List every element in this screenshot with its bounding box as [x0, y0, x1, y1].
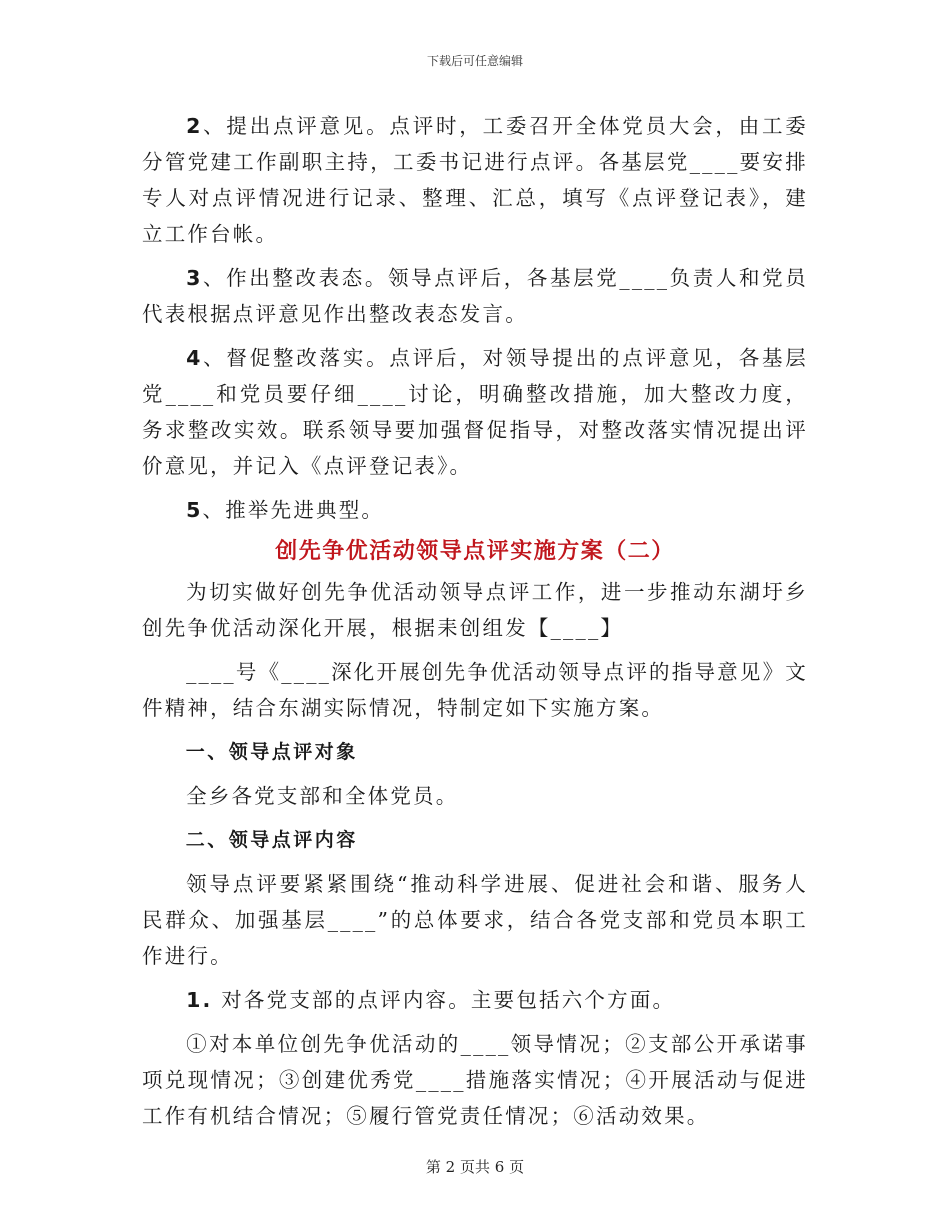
item-text: 、提出点评意见。点评时，工委召开全体党员大会，由工委分管党建工作副职主持，工委书记进行点评。各基层党____要安排专人对点评情况进行记录、整理、汇总，填写《点评登记表》，建立工作台帐。 — [142, 114, 808, 246]
intro-paragraph-2: ____号《____深化开展创先争优活动领导点评的指导意见》文件精神，结合东湖实际情况，特制定如下实施方案。 — [142, 660, 808, 720]
intro-paragraph-1: 为切实做好创先争优活动领导点评工作，进一步推动东湖圩乡创先争优活动深化开展，根据耒创组发【____】 — [142, 580, 808, 640]
section-heading-target: 一、领导点评对象 — [185, 741, 358, 763]
item-text: 、督促整改落实。点评后，对领导提出的点评意见，各基层党____和党员要仔细____讨论，明确整改措施，加大整改力度，务求整改实效。联系领导要加强督促指导，对整改落实情况提出评价意见，并记入《点评登记表》。 — [142, 346, 808, 478]
document-body — [142, 108, 808, 1142]
item-text: 、推举先进典型。 — [202, 498, 385, 522]
item-number: 4 — [186, 346, 203, 370]
item-4 — [142, 340, 808, 484]
item-text: 、作出整改表态。领导点评后，各基层党____负责人和党员代表根据点评意见作出整改表态发言。 — [142, 266, 808, 326]
page-header: 下载后可任意编辑 — [426, 54, 523, 68]
item-2 — [142, 108, 808, 252]
item-3 — [142, 260, 808, 332]
page-footer: 第 2 页共 6 页 — [425, 1158, 525, 1176]
section-title: 创先争优活动领导点评实施方案（二） — [275, 539, 675, 564]
aspects-list: ①对本单位创先争优活动的____领导情况；②支部公开承诺事项兑现情况；③创建优秀党____措施落实情况；④开展活动与促进工作有机结合情况；⑤履行管党责任情况；⑥活动效果。 — [142, 1032, 808, 1128]
sub-item-text: 对各党支部的点评内容。主要包括六个方面。 — [212, 988, 676, 1012]
item-5 — [142, 492, 808, 528]
section-heading-content: 二、领导点评内容 — [185, 829, 358, 851]
item-number: 2 — [186, 114, 203, 138]
sub-item-number: 1. — [186, 988, 213, 1012]
item-number: 3 — [186, 266, 203, 290]
section-body-target: 全乡各党支部和全体党员。 — [186, 784, 459, 808]
section-body-content: 领导点评要紧紧围绕“推动科学进展、促进社会和谐、服务人民群众、加强基层____”的总体要求，结合各党支部和党员本职工作进行。 — [142, 872, 808, 968]
item-number: 5 — [186, 498, 203, 522]
sub-item-1 — [142, 982, 808, 1018]
